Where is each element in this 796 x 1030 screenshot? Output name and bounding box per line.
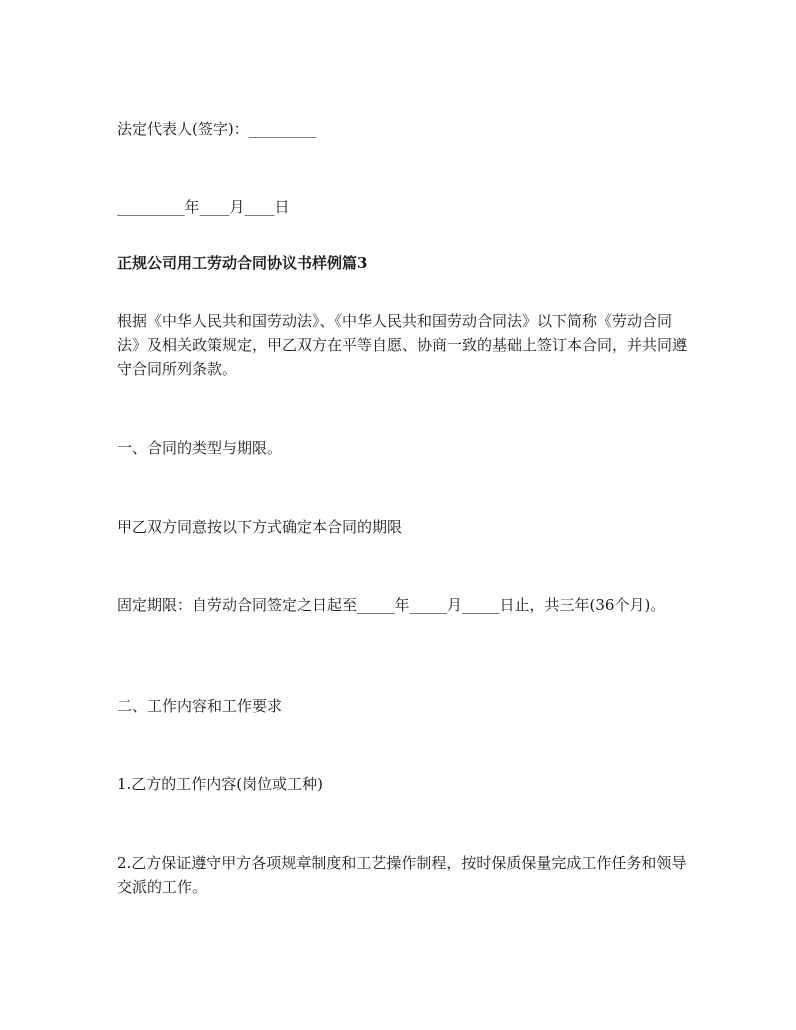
heading-work-content: 二、工作内容和工作要求 bbox=[117, 697, 283, 715]
list-item-compliance: 2.乙方保证遵守甲方各项规章制度和工艺操作制程，按时保质保量完成工作任务和领导交派的工作。 bbox=[117, 854, 687, 896]
heading-contract-type-and-term: 一、合同的类型与期限。 bbox=[117, 439, 283, 457]
legal-representative-signature-line: 法定代表人(签字)：_________ bbox=[117, 120, 317, 138]
date-line: _________年____月____日 bbox=[117, 198, 290, 216]
intro-paragraph: 根据《中华人民共和国劳动法》、《中华人民共和国劳动合同法》以下简称《劳动合同法》及相关政策规定，甲乙双方在平等自愿、协商一致的基础上签订本合同，并共同遵守合同所列条款。 bbox=[117, 312, 688, 378]
term-intro-text: 甲乙双方同意按以下方式确定本合同的期限 bbox=[117, 518, 403, 536]
fixed-term-paragraph: 固定期限：自劳动合同签定之日起至_____年_____月_____日止，共三年(36个月)。 bbox=[117, 596, 666, 614]
list-item-work-content: 1.乙方的工作内容(岗位或工种) bbox=[117, 775, 324, 793]
section-title: 正规公司用工劳动合同协议书样例篇3 bbox=[117, 254, 368, 272]
